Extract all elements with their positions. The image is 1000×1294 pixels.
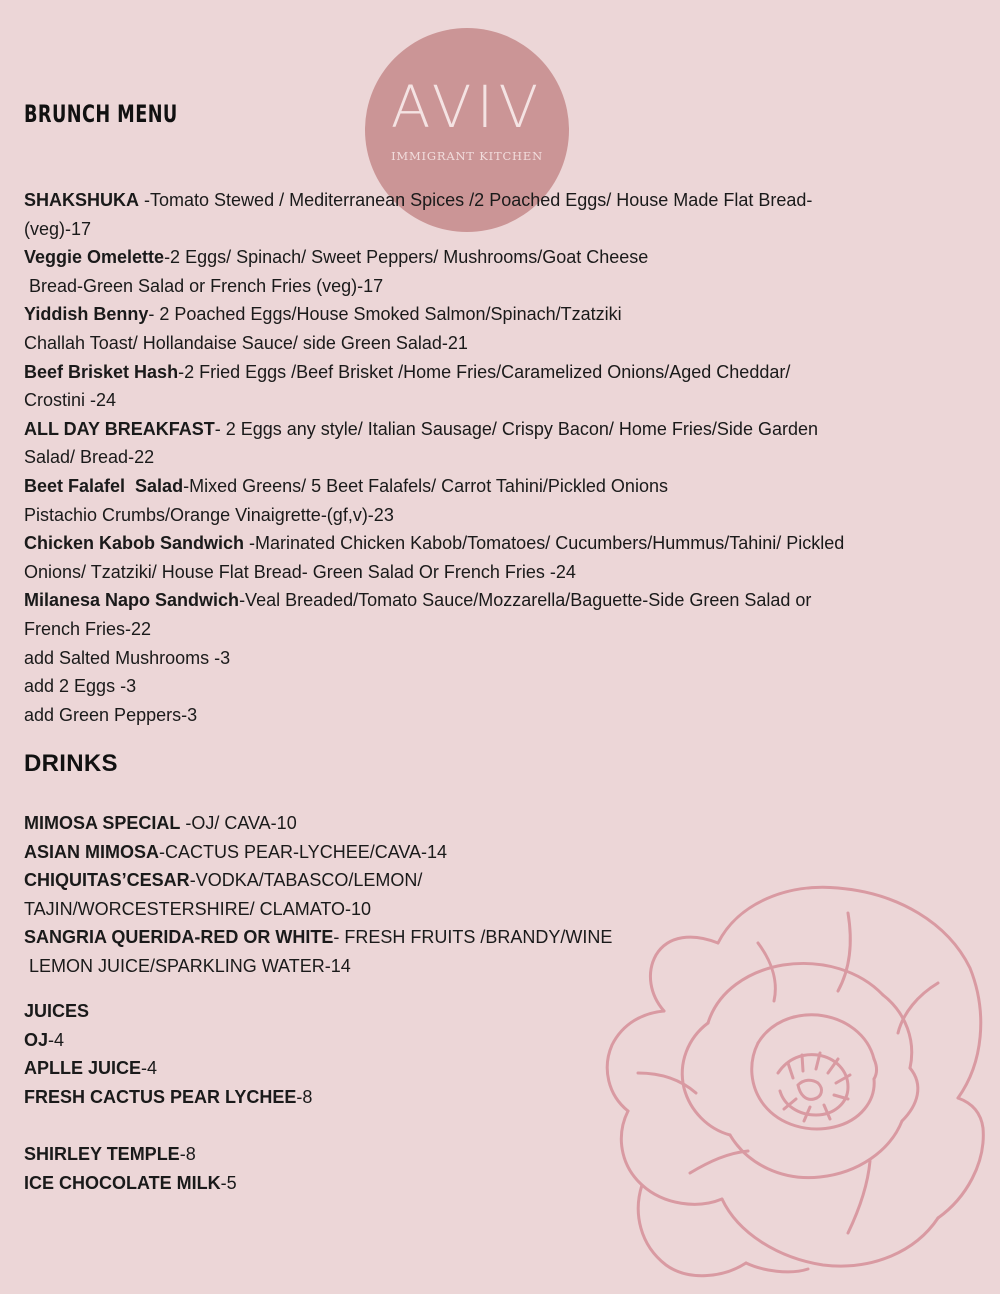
drink-item <box>24 809 644 838</box>
drink-name: CHIQUITAS’CESAR <box>24 870 190 891</box>
dish-description: -2 Fried Eggs /Beef Brisket /Home Fries/Caramelized Onions/Aged Cheddar/ <box>178 361 791 382</box>
dish-name: ALL DAY BREAKFAST <box>24 418 215 439</box>
juices-list <box>24 997 644 1197</box>
brunch-menu-title: BRUNCH MENU <box>24 100 178 128</box>
logo-tagline: IMMIGRANT KITCHEN <box>391 149 543 163</box>
brunch-items <box>24 186 964 729</box>
addon-item: add 2 Eggs -3 <box>24 676 137 697</box>
dish-name: Beef Brisket Hash <box>24 361 179 382</box>
drink-description: LEMON JUICE/SPARKLING WATER-14 <box>24 955 351 976</box>
dish-milanesa-napo-sandwich <box>24 586 964 643</box>
dish-description: -Veal Breaded/Tomato Sauce/Mozzarella/Baguette-Side Green Salad or <box>239 590 812 611</box>
juice-name: APLLE JUICE <box>24 1058 142 1079</box>
juice-price: -4 <box>48 1029 65 1050</box>
drink-name: SHIRLEY TEMPLE <box>24 1143 180 1164</box>
dish-name: Beet Falafel Salad <box>24 475 184 496</box>
juice-item <box>24 1026 644 1055</box>
addon-item: add Green Peppers-3 <box>24 704 198 725</box>
addon-item: add Salted Mushrooms -3 <box>24 647 231 668</box>
juice-price: -4 <box>141 1058 158 1079</box>
dish-description: -Tomato Stewed / Mediterranean Spices /2 Poached Eggs/ House Made Flat Bread- <box>139 190 813 210</box>
dish-veggie-omelette <box>24 243 964 300</box>
drink-description: TAJIN/WORCESTERSHIRE/ CLAMATO-10 <box>24 898 372 919</box>
drink-description: - FRESH FRUITS /BRANDY/WINE <box>333 927 613 948</box>
dish-description: Salad/ Bread-22 <box>24 447 155 468</box>
drink-item <box>24 1169 644 1198</box>
dish-chicken-kabob-sandwich <box>24 529 964 586</box>
logo-name: AVIV <box>390 73 544 141</box>
dish-description: -Mixed Greens/ 5 Beet Falafels/ Carrot Tahini/Pickled Onions <box>183 475 668 496</box>
drink-price: -5 <box>220 1172 237 1193</box>
dish-name: Milanesa Napo Sandwich <box>24 590 240 611</box>
juice-name: FRESH CACTUS PEAR LYCHEE <box>24 1086 297 1107</box>
dish-description: -2 Eggs/ Spinach/ Sweet Peppers/ Mushrooms/Goat Cheese <box>164 247 649 268</box>
spacer <box>24 1111 644 1140</box>
dish-name: Chicken Kabob Sandwich <box>24 533 245 554</box>
drink-item <box>24 866 644 923</box>
dish-name: Yiddish Benny <box>24 304 149 325</box>
drink-name: ICE CHOCOLATE MILK <box>24 1172 221 1193</box>
juice-name: OJ <box>24 1029 49 1050</box>
dish-name: Veggie Omelette <box>24 247 165 268</box>
dish-description: -Marinated Chicken Kabob/Tomatoes/ Cucumbers/Hummus/Tahini/ Pickled <box>244 533 845 554</box>
drink-item <box>24 923 644 980</box>
juice-item <box>24 1083 644 1112</box>
peony-flower-illustration <box>598 873 990 1283</box>
dish-description: Pistachio Crumbs/Orange Vinaigrette-(gf,v)-23 <box>24 504 394 525</box>
dish-description: - 2 Eggs any style/ Italian Sausage/ Crispy Bacon/ Home Fries/Side Garden <box>214 418 818 439</box>
juice-item <box>24 1054 644 1083</box>
drink-description: -VODKA/TABASCO/LEMON/ <box>189 870 423 891</box>
dish-description: Crostini -24 <box>24 390 117 411</box>
dish-yiddish-benny <box>24 300 964 357</box>
dish-shakshuka <box>24 186 964 243</box>
drink-item <box>24 1140 644 1169</box>
juices-heading: JUICES <box>24 1001 90 1021</box>
dish-description: French Fries-22 <box>24 618 152 639</box>
dish-description: - 2 Poached Eggs/House Smoked Salmon/Spinach/Tzatziki <box>148 304 622 325</box>
dish-name: SHAKSHUKA <box>24 190 140 210</box>
drink-price: -8 <box>179 1143 196 1164</box>
dish-description: Onions/ Tzatziki/ House Flat Bread- Green Salad Or French Fries -24 <box>24 561 576 582</box>
dish-beet-falafel-salad <box>24 472 964 529</box>
dish-description: (veg)-17 <box>24 218 92 239</box>
drinks-heading: DRINKS <box>24 750 118 777</box>
drinks-list <box>24 809 644 981</box>
dish-description: Challah Toast/ Hollandaise Sauce/ side Green Salad-21 <box>24 332 468 353</box>
drink-name: ASIAN MIMOSA <box>24 841 159 862</box>
drink-name: SANGRIA QUERIDA-RED OR WHITE <box>24 927 334 948</box>
dish-all-day-breakfast <box>24 415 964 472</box>
drink-description: -OJ/ CAVA-10 <box>180 813 297 833</box>
drink-item <box>24 838 644 867</box>
drink-name: MIMOSA SPECIAL <box>24 813 181 833</box>
juice-price: -8 <box>296 1086 313 1107</box>
dish-description: Bread-Green Salad or French Fries (veg)-17 <box>24 275 384 296</box>
drink-description: -CACTUS PEAR-LYCHEE/CAVA-14 <box>159 841 448 862</box>
dish-beef-brisket-hash <box>24 358 964 415</box>
